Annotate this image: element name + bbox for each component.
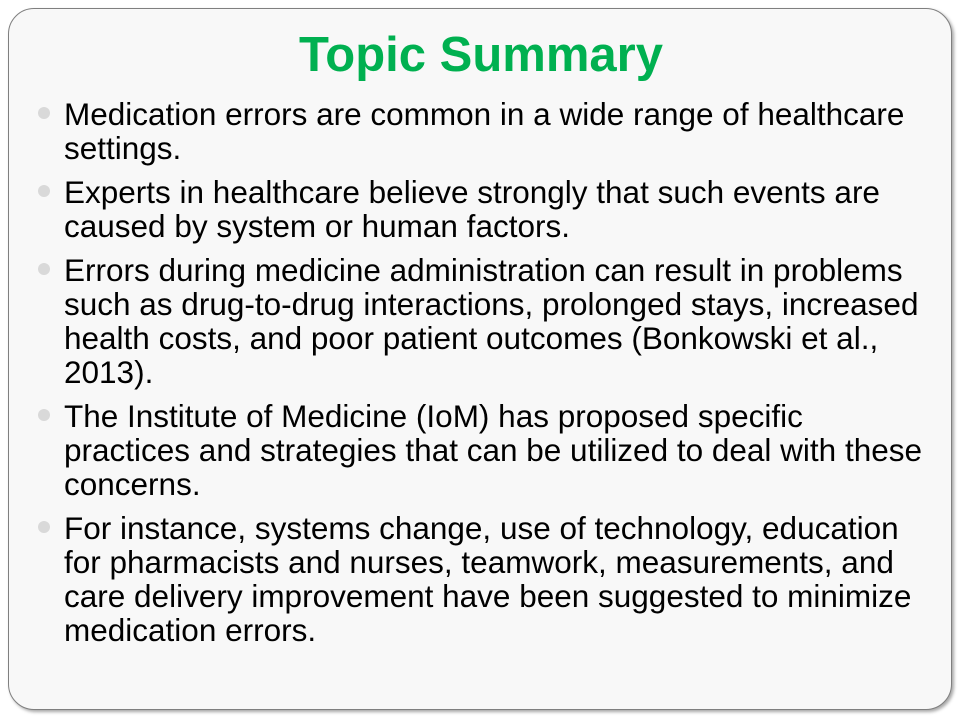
bullet-item bbox=[64, 511, 934, 647]
bullet-list bbox=[64, 97, 934, 657]
bullet-dot-icon bbox=[38, 263, 50, 275]
slide-panel bbox=[8, 8, 952, 710]
bullet-text: The Institute of Medicine (IoM) has proposed specific practices and strategies that can be utilized to deal with these concerns. bbox=[64, 398, 923, 502]
bullet-item bbox=[64, 253, 934, 389]
bullet-dot-icon bbox=[38, 185, 50, 197]
bullet-item bbox=[64, 97, 934, 165]
bullet-text: Errors during medicine administration can result in problems such as drug-to-drug interactions, prolonged stays, increased health costs, and poor patient outcomes (Bonkowski et al., 2013). bbox=[64, 252, 919, 390]
bullet-item bbox=[64, 399, 934, 501]
bullet-item bbox=[64, 175, 934, 243]
bullet-text: Medication errors are common in a wide range of healthcare settings. bbox=[64, 96, 905, 166]
slide-title: Topic Summary bbox=[299, 28, 663, 82]
bullet-dot-icon bbox=[38, 107, 50, 119]
bullet-text: Experts in healthcare believe strongly that such events are caused by system or human factors. bbox=[64, 174, 880, 244]
bullet-dot-icon bbox=[38, 409, 50, 421]
bullet-text: For instance, systems change, use of technology, education for pharmacists and nurses, teamwork, measurements, and care delivery improvement have been suggested to minimize medication errors. bbox=[64, 510, 912, 648]
bullet-dot-icon bbox=[38, 521, 50, 533]
